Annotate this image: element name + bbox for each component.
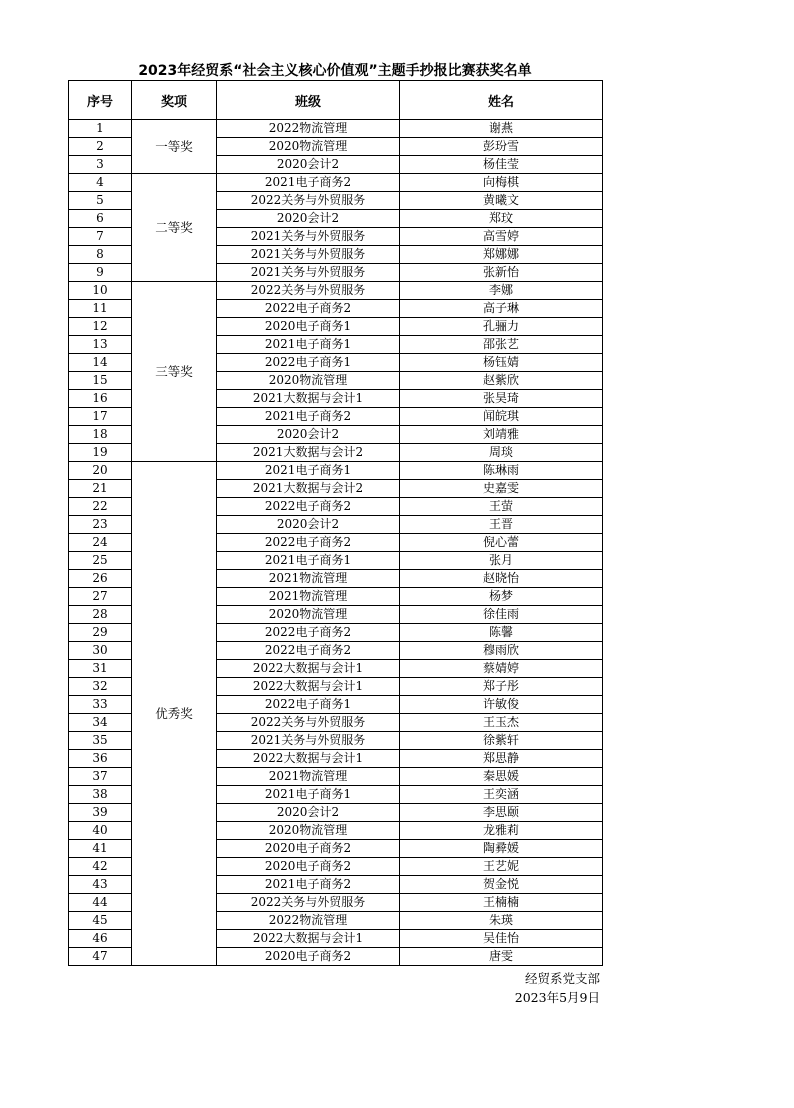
cell-seq: 23 bbox=[69, 516, 132, 534]
cell-name: 张月 bbox=[400, 552, 603, 570]
table-row bbox=[69, 120, 603, 138]
cell-name: 史嘉雯 bbox=[400, 480, 603, 498]
cell-class: 2022电子商务2 bbox=[217, 534, 400, 552]
cell-class: 2020会计2 bbox=[217, 426, 400, 444]
cell-name: 黄曦文 bbox=[400, 192, 603, 210]
cell-class: 2020电子商务2 bbox=[217, 840, 400, 858]
cell-name: 王玉杰 bbox=[400, 714, 603, 732]
cell-seq: 31 bbox=[69, 660, 132, 678]
table-row bbox=[69, 282, 603, 300]
cell-name: 徐佳雨 bbox=[400, 606, 603, 624]
cell-class: 2021大数据与会计2 bbox=[217, 444, 400, 462]
cell-name: 唐雯 bbox=[400, 948, 603, 966]
cell-award: 一等奖 bbox=[132, 120, 217, 174]
cell-seq: 4 bbox=[69, 174, 132, 192]
cell-seq: 30 bbox=[69, 642, 132, 660]
cell-name: 李娜 bbox=[400, 282, 603, 300]
cell-name: 陶彛媛 bbox=[400, 840, 603, 858]
cell-name: 王奕涵 bbox=[400, 786, 603, 804]
cell-class: 2022物流管理 bbox=[217, 912, 400, 930]
cell-name: 穆雨欣 bbox=[400, 642, 603, 660]
table-header-row bbox=[69, 81, 603, 120]
cell-name: 张新怡 bbox=[400, 264, 603, 282]
cell-name: 赵紫欣 bbox=[400, 372, 603, 390]
header-award: 奖项 bbox=[132, 81, 217, 120]
cell-class: 2022大数据与会计1 bbox=[217, 660, 400, 678]
cell-class: 2021物流管理 bbox=[217, 588, 400, 606]
cell-seq: 5 bbox=[69, 192, 132, 210]
cell-seq: 9 bbox=[69, 264, 132, 282]
cell-class: 2021电子商务1 bbox=[217, 552, 400, 570]
cell-class: 2021关务与外贸服务 bbox=[217, 264, 400, 282]
cell-seq: 3 bbox=[69, 156, 132, 174]
cell-class: 2021物流管理 bbox=[217, 570, 400, 588]
cell-class: 2022电子商务2 bbox=[217, 642, 400, 660]
cell-class: 2021电子商务1 bbox=[217, 336, 400, 354]
cell-class: 2021电子商务2 bbox=[217, 876, 400, 894]
cell-name: 蔡婧婷 bbox=[400, 660, 603, 678]
cell-name: 王楠楠 bbox=[400, 894, 603, 912]
cell-seq: 26 bbox=[69, 570, 132, 588]
cell-class: 2020电子商务2 bbox=[217, 948, 400, 966]
cell-seq: 21 bbox=[69, 480, 132, 498]
cell-name: 杨钰婧 bbox=[400, 354, 603, 372]
cell-name: 杨佳莹 bbox=[400, 156, 603, 174]
cell-seq: 11 bbox=[69, 300, 132, 318]
cell-name: 孔骊力 bbox=[400, 318, 603, 336]
award-table bbox=[68, 80, 603, 966]
cell-seq: 19 bbox=[69, 444, 132, 462]
cell-class: 2020物流管理 bbox=[217, 138, 400, 156]
cell-name: 郑子彤 bbox=[400, 678, 603, 696]
cell-seq: 1 bbox=[69, 120, 132, 138]
cell-name: 龙雅莉 bbox=[400, 822, 603, 840]
cell-seq: 22 bbox=[69, 498, 132, 516]
cell-name: 倪心蕾 bbox=[400, 534, 603, 552]
cell-name: 彭玢雪 bbox=[400, 138, 603, 156]
cell-seq: 2 bbox=[69, 138, 132, 156]
cell-name: 吴佳怡 bbox=[400, 930, 603, 948]
cell-class: 2022电子商务2 bbox=[217, 498, 400, 516]
cell-seq: 16 bbox=[69, 390, 132, 408]
cell-name: 赵晓怡 bbox=[400, 570, 603, 588]
cell-class: 2020会计2 bbox=[217, 516, 400, 534]
cell-seq: 40 bbox=[69, 822, 132, 840]
cell-seq: 17 bbox=[69, 408, 132, 426]
cell-class: 2022电子商务1 bbox=[217, 354, 400, 372]
cell-class: 2021电子商务1 bbox=[217, 462, 400, 480]
cell-name: 郑思静 bbox=[400, 750, 603, 768]
cell-seq: 12 bbox=[69, 318, 132, 336]
cell-seq: 34 bbox=[69, 714, 132, 732]
footer-org: 经贸系党支部 bbox=[524, 971, 600, 986]
cell-name: 王艺妮 bbox=[400, 858, 603, 876]
cell-class: 2020会计2 bbox=[217, 210, 400, 228]
cell-seq: 13 bbox=[69, 336, 132, 354]
cell-seq: 46 bbox=[69, 930, 132, 948]
cell-class: 2022物流管理 bbox=[217, 120, 400, 138]
cell-seq: 42 bbox=[69, 858, 132, 876]
page-title: 2023年经贸系“社会主义核心价值观”主题手抄报比赛获奖名单 bbox=[138, 63, 532, 79]
cell-name: 陈琳雨 bbox=[400, 462, 603, 480]
table-row bbox=[69, 174, 603, 192]
cell-name: 徐紫轩 bbox=[400, 732, 603, 750]
cell-class: 2021关务与外贸服务 bbox=[217, 732, 400, 750]
cell-seq: 10 bbox=[69, 282, 132, 300]
cell-seq: 43 bbox=[69, 876, 132, 894]
cell-class: 2021关务与外贸服务 bbox=[217, 228, 400, 246]
cell-class: 2020会计2 bbox=[217, 804, 400, 822]
cell-class: 2021大数据与会计1 bbox=[217, 390, 400, 408]
cell-name: 贺金悦 bbox=[400, 876, 603, 894]
table-body bbox=[69, 120, 603, 966]
cell-class: 2021大数据与会计2 bbox=[217, 480, 400, 498]
cell-class: 2022关务与外贸服务 bbox=[217, 714, 400, 732]
cell-class: 2020电子商务2 bbox=[217, 858, 400, 876]
cell-name: 杨梦 bbox=[400, 588, 603, 606]
cell-class: 2022关务与外贸服务 bbox=[217, 894, 400, 912]
cell-seq: 18 bbox=[69, 426, 132, 444]
cell-award: 三等奖 bbox=[132, 282, 217, 462]
cell-name: 王晋 bbox=[400, 516, 603, 534]
cell-name: 刘靖雅 bbox=[400, 426, 603, 444]
cell-seq: 44 bbox=[69, 894, 132, 912]
cell-name: 许敏俊 bbox=[400, 696, 603, 714]
cell-class: 2022电子商务2 bbox=[217, 300, 400, 318]
cell-name: 朱瑛 bbox=[400, 912, 603, 930]
cell-name: 陈馨 bbox=[400, 624, 603, 642]
cell-seq: 14 bbox=[69, 354, 132, 372]
cell-seq: 36 bbox=[69, 750, 132, 768]
cell-name: 闻皖琪 bbox=[400, 408, 603, 426]
cell-name: 邵张艺 bbox=[400, 336, 603, 354]
table-row bbox=[69, 462, 603, 480]
cell-name: 高子琳 bbox=[400, 300, 603, 318]
cell-class: 2022大数据与会计1 bbox=[217, 930, 400, 948]
cell-seq: 27 bbox=[69, 588, 132, 606]
cell-seq: 47 bbox=[69, 948, 132, 966]
cell-seq: 41 bbox=[69, 840, 132, 858]
header-class: 班级 bbox=[217, 81, 400, 120]
cell-class: 2020电子商务1 bbox=[217, 318, 400, 336]
cell-seq: 28 bbox=[69, 606, 132, 624]
cell-seq: 29 bbox=[69, 624, 132, 642]
cell-class: 2022电子商务1 bbox=[217, 696, 400, 714]
cell-class: 2020会计2 bbox=[217, 156, 400, 174]
cell-seq: 15 bbox=[69, 372, 132, 390]
cell-class: 2021电子商务2 bbox=[217, 174, 400, 192]
cell-name: 张昊琦 bbox=[400, 390, 603, 408]
cell-seq: 24 bbox=[69, 534, 132, 552]
cell-seq: 38 bbox=[69, 786, 132, 804]
cell-class: 2022大数据与会计1 bbox=[217, 750, 400, 768]
cell-name: 郑玟 bbox=[400, 210, 603, 228]
header-seq: 序号 bbox=[69, 81, 132, 120]
cell-seq: 25 bbox=[69, 552, 132, 570]
cell-name: 谢燕 bbox=[400, 120, 603, 138]
cell-award: 优秀奖 bbox=[132, 462, 217, 966]
cell-seq: 45 bbox=[69, 912, 132, 930]
cell-class: 2021电子商务1 bbox=[217, 786, 400, 804]
cell-seq: 7 bbox=[69, 228, 132, 246]
footer-date: 2023年5月9日 bbox=[514, 990, 600, 1005]
cell-seq: 33 bbox=[69, 696, 132, 714]
cell-class: 2022关务与外贸服务 bbox=[217, 192, 400, 210]
cell-seq: 39 bbox=[69, 804, 132, 822]
cell-seq: 6 bbox=[69, 210, 132, 228]
cell-name: 周琰 bbox=[400, 444, 603, 462]
cell-class: 2021关务与外贸服务 bbox=[217, 246, 400, 264]
cell-seq: 20 bbox=[69, 462, 132, 480]
cell-seq: 35 bbox=[69, 732, 132, 750]
cell-class: 2020物流管理 bbox=[217, 822, 400, 840]
cell-name: 向梅棋 bbox=[400, 174, 603, 192]
cell-class: 2022关务与外贸服务 bbox=[217, 282, 400, 300]
cell-class: 2022电子商务2 bbox=[217, 624, 400, 642]
cell-seq: 37 bbox=[69, 768, 132, 786]
cell-class: 2022大数据与会计1 bbox=[217, 678, 400, 696]
cell-class: 2020物流管理 bbox=[217, 372, 400, 390]
cell-name: 李思颐 bbox=[400, 804, 603, 822]
cell-class: 2021物流管理 bbox=[217, 768, 400, 786]
cell-award: 二等奖 bbox=[132, 174, 217, 282]
cell-name: 郑娜娜 bbox=[400, 246, 603, 264]
cell-class: 2020物流管理 bbox=[217, 606, 400, 624]
cell-seq: 8 bbox=[69, 246, 132, 264]
header-name: 姓名 bbox=[400, 81, 603, 120]
cell-seq: 32 bbox=[69, 678, 132, 696]
cell-name: 秦思媛 bbox=[400, 768, 603, 786]
cell-name: 高雪婷 bbox=[400, 228, 603, 246]
cell-name: 王萤 bbox=[400, 498, 603, 516]
cell-class: 2021电子商务2 bbox=[217, 408, 400, 426]
